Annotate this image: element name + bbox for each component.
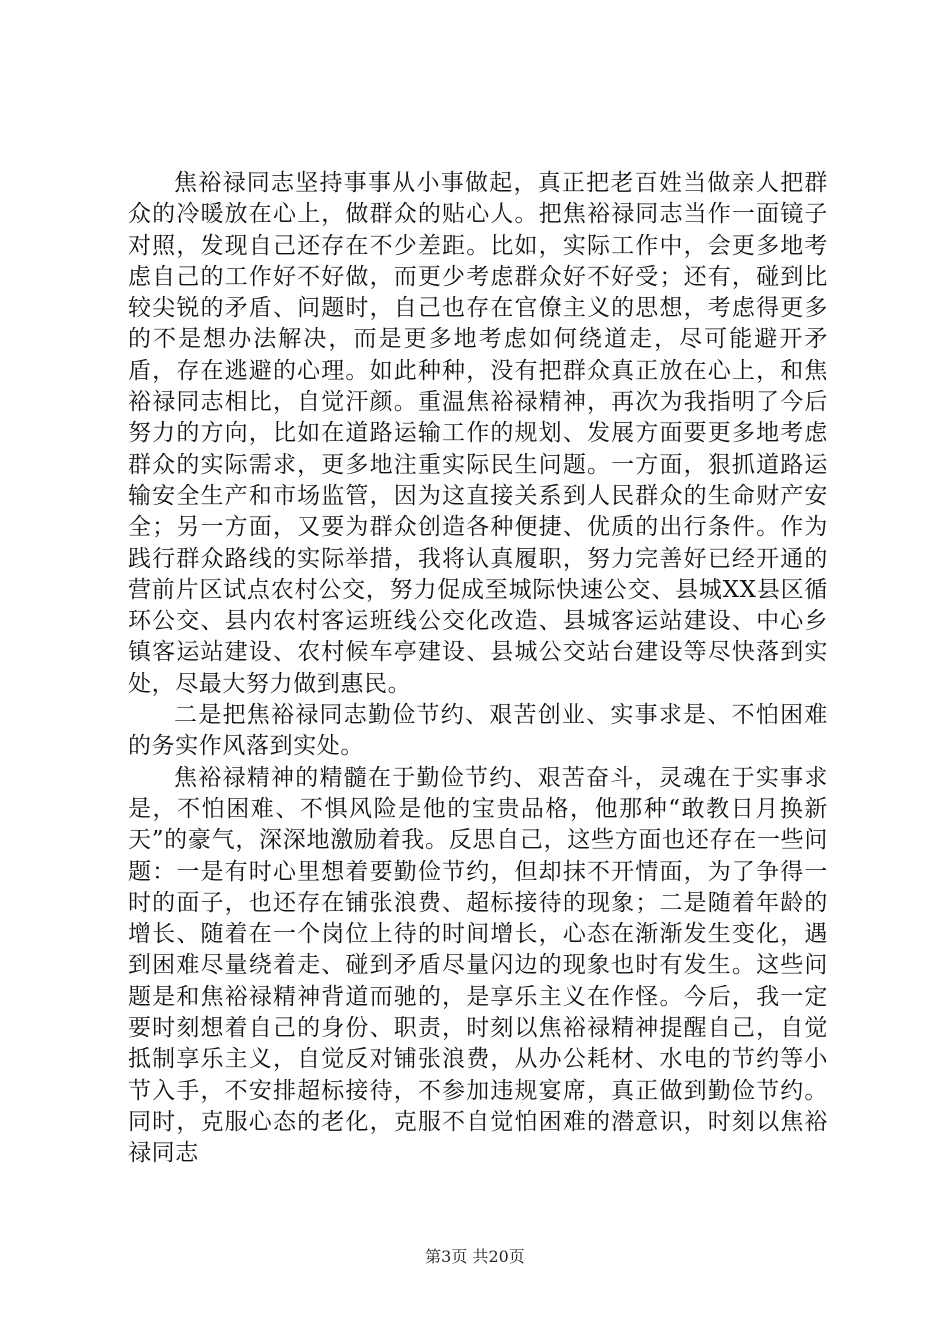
document-body — [128, 168, 828, 1170]
paragraph-3: 焦裕禄精神的精髓在于勤俭节约、艰苦奋斗，灵魂在于实事求是，不怕困难、不惧风险是他的宝贵品格，他那种“敢教日月换新天”的豪气，深深地激励着我。反思自己，这些方面也还存在一些问题：一是有时心里想着要勤俭节约，但却抹不开情面，为了争得一时的面子，也还存在铺张浪费、超标接待的现象；二是随着年龄的增长、随着在一个岗位上待的时间增长，心态在渐渐发生变化，遇到困难尽量绕着走、碰到矛盾尽量闪边的现象也时有发生。这些问题是和焦裕禄精神背道而驰的，是享乐主义在作怪。今后，我一定要时刻想着自己的身份、职责，时刻以焦裕禄精神提醒自己，自觉抵制享乐主义，自觉反对铺张浪费，从办公耗材、水电的节约等小节入手，不安排超标接待，不参加违规宴席，真正做到勤俭节约。同时，克服心态的老化，克服不自觉怕困难的潜意识，时刻以焦裕禄同志 — [128, 764, 828, 1167]
paragraph-1: 焦裕禄同志坚持事事从小事做起，真正把老百姓当做亲人把群众的冷暖放在心上，做群众的贴心人。把焦裕禄同志当作一面镜子对照，发现自己还存在不少差距。比如，实际工作中，会更多地考虑自己的工作好不好做，而更少考虑群众好不好受；还有，碰到比较尖锐的矛盾、问题时，自己也存在官僚主义的思想，考虑得更多的不是想办法解决，而是更多地考虑如何绕道走，尽可能避开矛盾，存在逃避的心理。如此种种，没有把群众真正放在心上，和焦裕禄同志相比，自觉汗颜。重温焦裕禄精神，再次为我指明了今后努力的方向，比如在道路运输工作的规划、发展方面要更多地考虑群众的实际需求，更多地注重实际民生问题。一方面，狠抓道路运输安全生产和市场监管，因为这直接关系到人民群众的生命财产安全；另一方面，又要为群众创造各种便捷、优质的出行条件。作为践行群众路线的实际举措，我将认真履职，努力完善好已经开通的营前片区试点农村公交，努力促成至城际快速公交、县城XX县区循环公交、县内农村客运班线公交化改造、县城客运站建设、中心乡镇客运站建设、农村候车亭建设、县城公交站台建设等尽快落到实处，尽最大努力做到惠民。 — [128, 170, 828, 697]
paragraph-2: 二是把焦裕禄同志勤俭节约、艰苦创业、实事求是、不怕困难的务实作风落到实处。 — [128, 702, 828, 760]
page-number-label: 第3页 共20页 — [425, 1247, 525, 1266]
page-footer — [0, 1244, 950, 1267]
